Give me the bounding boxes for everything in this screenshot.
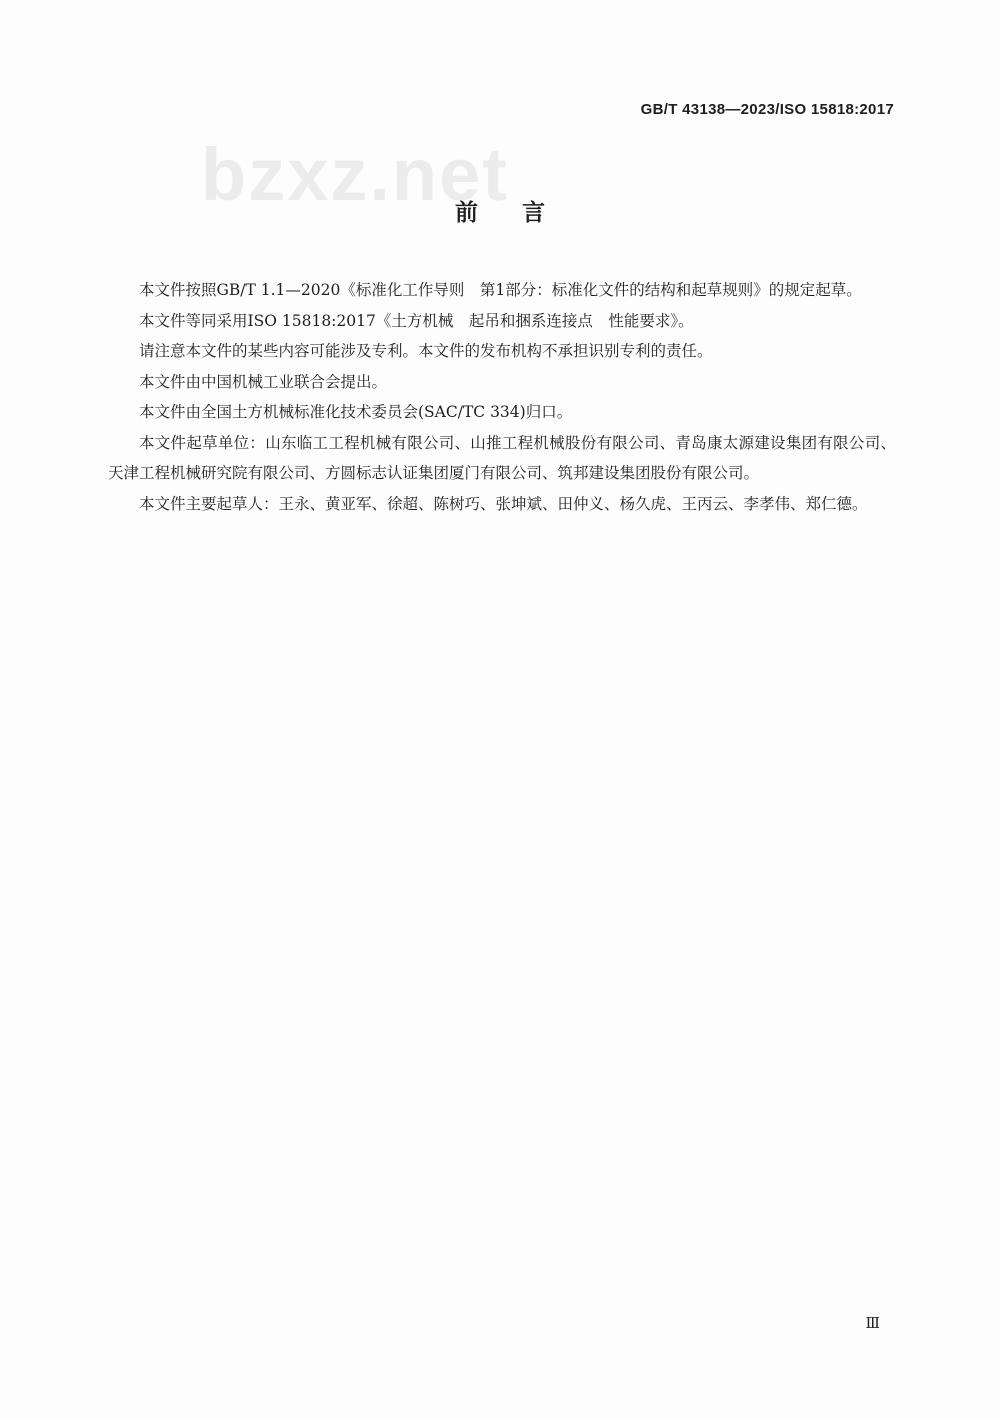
- paragraph-drafting-rules: 本文件按照GB/T 1.1—2020《标准化工作导则 第1部分：标准化文件的结构和起草规则》的规定起草。: [139, 281, 862, 299]
- paragraph-proposer: 本文件由中国机械工业联合会提出。: [139, 372, 388, 391]
- paragraph-patent-notice: 请注意本文件的某些内容可能涉及专利。本文件的发布机构不承担识别专利的责任。: [139, 342, 713, 360]
- preface-body: [108, 275, 896, 519]
- paragraph-main-drafters: 本文件主要起草人：王永、黄亚军、徐超、陈树巧、张坤斌、田仲义、杨久虎、王丙云、李孝伟、郑仁德。: [139, 494, 868, 513]
- paragraph-centralized-by: 本文件由全国土方机械标准化技术委员会(SAC/TC 334)归口。: [139, 403, 573, 421]
- page-title: 前言: [455, 200, 589, 226]
- paragraph-equivalent-adoption: 本文件等同采用ISO 15818:2017《土方机械 起吊和捆系连接点 性能要求》。: [139, 311, 694, 330]
- page-number: Ⅲ: [865, 1316, 880, 1332]
- watermark: bzxz.net: [201, 133, 509, 216]
- paragraph-drafting-organizations: 本文件起草单位：山东临工工程机械有限公司、山推工程机械股份有限公司、青岛康太源建设集团有限公司、天津工程机械研究院有限公司、方圆标志认证集团厦门有限公司、筑邦建设集团股份有限公司。: [108, 433, 896, 482]
- document-code: GB/T 43138—2023/ISO 15818:2017: [640, 101, 894, 118]
